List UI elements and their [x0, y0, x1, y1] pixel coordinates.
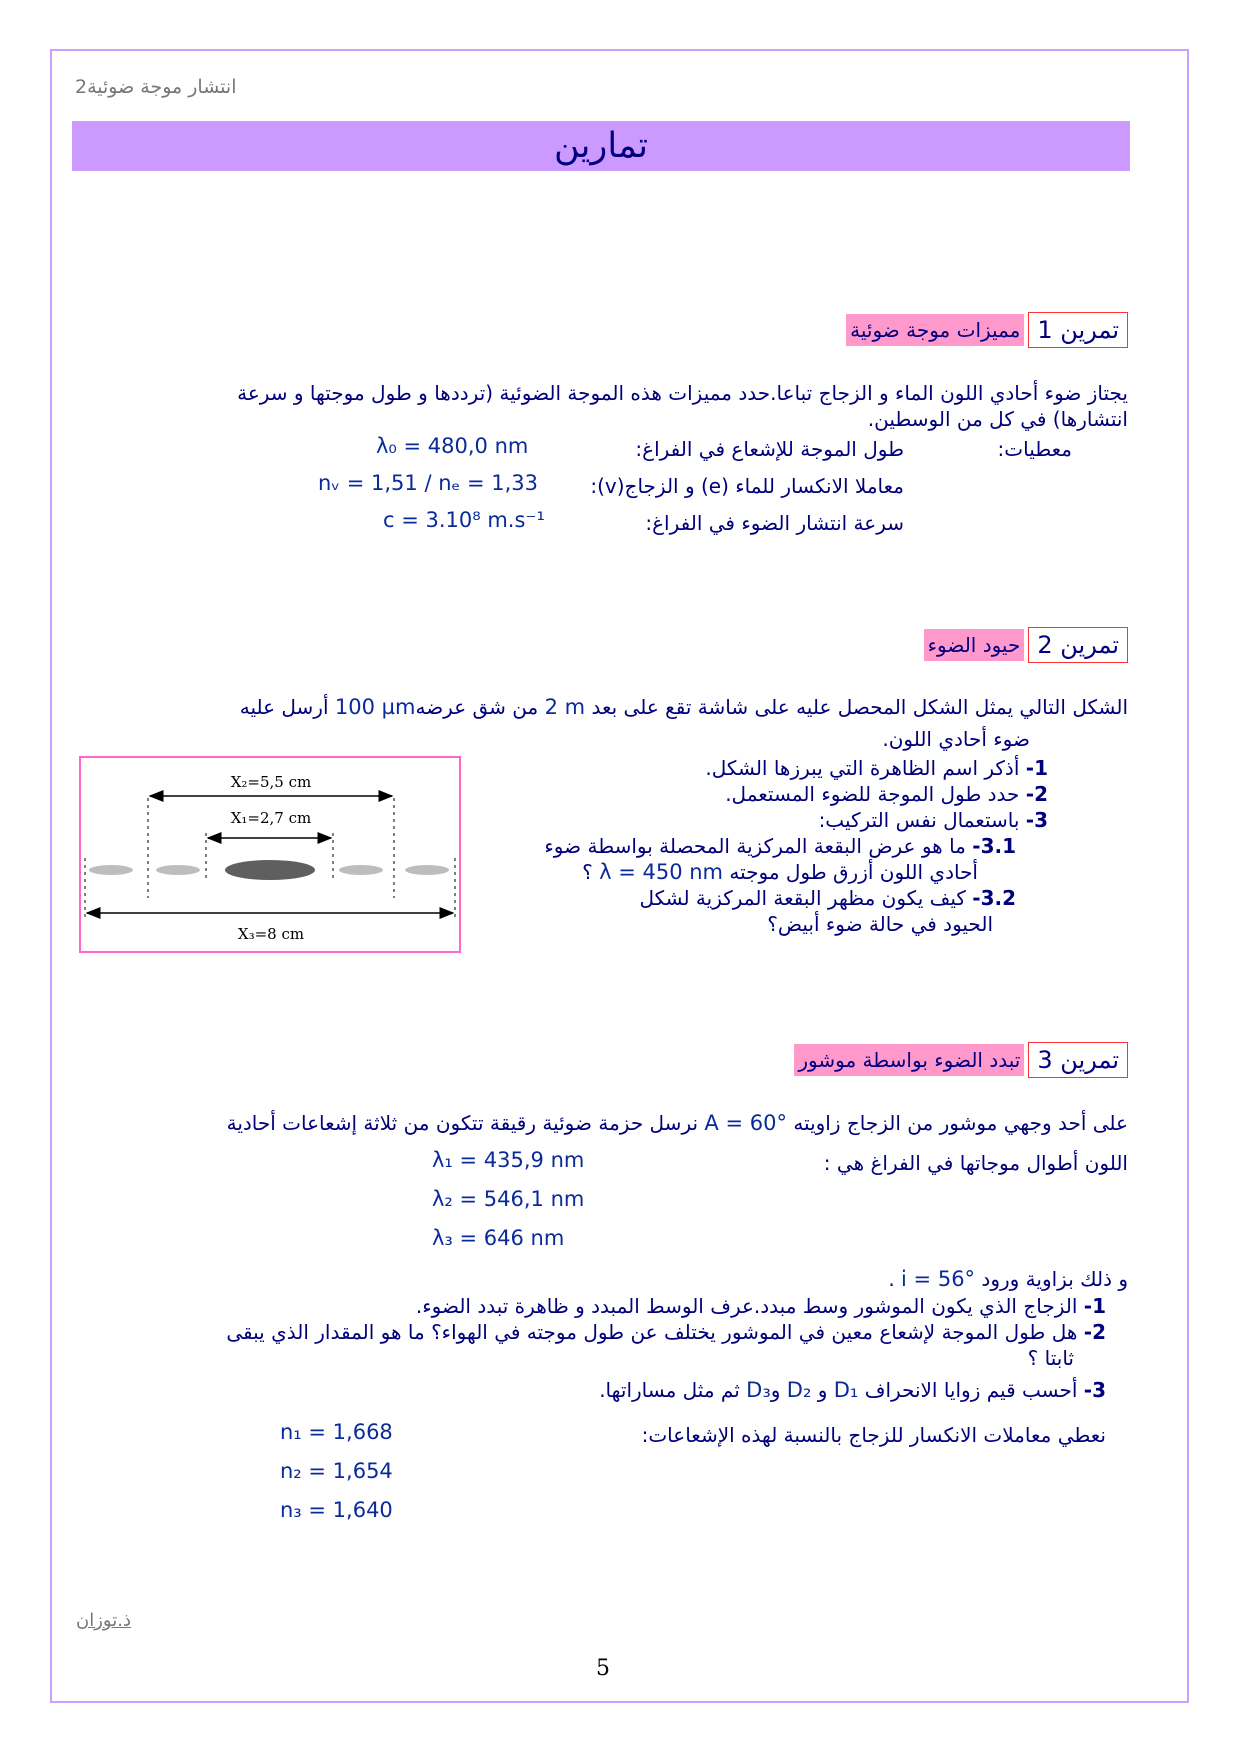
- lambda-2: λ₂ = 546,1 nm: [432, 1187, 585, 1211]
- slit-width: 100 µm: [334, 695, 416, 719]
- diffraction-pattern-svg: [81, 758, 459, 951]
- given-3-text: سرعة انتشار الضوء في الفراغ:: [645, 511, 904, 535]
- question-text: أحسب قيم زوايا الانحراف: [864, 1378, 1078, 1402]
- diffraction-figure: [79, 756, 461, 953]
- given-1-value: λ₀ = 480,0 nm: [376, 434, 529, 458]
- exercise-1-label: تمرين 1: [1028, 312, 1128, 348]
- conjunction: و: [770, 1378, 781, 1402]
- question-3-2: [488, 885, 1016, 911]
- x3-label: X₃=8 cm: [237, 925, 305, 943]
- deviation-d1: D₁: [833, 1378, 859, 1402]
- exercise-2-heading: [924, 627, 1128, 663]
- x1-label: X₁=2,7 cm: [230, 809, 312, 827]
- exercise-3-heading: [794, 1042, 1128, 1078]
- running-header: انتشار موجة ضوئية2: [75, 76, 237, 98]
- intro-text: من شق عرضه: [415, 695, 539, 719]
- question-2: [488, 781, 1048, 807]
- exercise-2-intro: [78, 694, 1128, 720]
- question-text: ما هو عرض البقعة المركزية المحصلة بواسطة ضوء: [544, 834, 966, 858]
- conjunction: و: [817, 1378, 828, 1402]
- lambda-3: λ₃ = 646 nm: [432, 1226, 565, 1250]
- question-text: الزجاج الذي يكون الموشور وسط مبدد.عرف الوسط المبدد و ظاهرة تبدد الضوء.: [415, 1294, 1078, 1318]
- exercise-1-topic: مميزات موجة ضوئية: [846, 314, 1024, 346]
- question-text: باستعمال نفس التركيب:: [818, 808, 1020, 832]
- question-text: أذكر اسم الظاهرة التي يبرزها الشكل.: [705, 756, 1020, 780]
- given-1-text: طول الموجة للإشعاع في الفراغ:: [635, 437, 904, 461]
- question-number: 1-: [1083, 1294, 1106, 1318]
- incidence-line: [888, 1266, 1128, 1292]
- question-number: 2-: [1025, 782, 1048, 806]
- exercise-1-statement: [118, 380, 1128, 432]
- question-1: [488, 755, 1048, 781]
- question-mark: ؟: [582, 860, 593, 884]
- secondary-spot-far-right: [405, 865, 449, 875]
- exercise-3-intro: [98, 1110, 1128, 1136]
- given-2-text: معاملا الانكسار للماء (e) و الزجاج(v):: [590, 474, 904, 498]
- exercise-3-questions: [86, 1293, 1106, 1403]
- question-text: هل طول الموجة لإشعاع معين في الموشور يختلف عن طول موجته في الهواء؟ ما هو المقدار الذي يبقى: [226, 1320, 1078, 1344]
- exercise-1-heading: [846, 312, 1128, 348]
- data-label: معطيات:: [997, 437, 1072, 461]
- intro-text: نرسل حزمة ضوئية رقيقة تتكون من ثلاثة إشعاعات أحادية: [226, 1111, 699, 1135]
- incidence-period: .: [888, 1267, 895, 1291]
- indices-intro: نعطي معاملات الانكسار للزجاج بالنسبة لهذه الإشعاعات:: [641, 1423, 1106, 1447]
- question-3-1: [488, 833, 1016, 859]
- exercise-2-label: تمرين 2: [1028, 627, 1128, 663]
- given-2-value: nᵥ = 1,51 / nₑ = 1,33: [318, 471, 538, 495]
- page-title: تمارين: [72, 121, 1130, 171]
- question-number: 3.1-: [972, 834, 1016, 858]
- question-text: حدد طول الموجة للضوء المستعمل.: [725, 782, 1020, 806]
- author-footer: ذ.توزان: [76, 1610, 131, 1631]
- exercise-2-questions: [488, 755, 1048, 937]
- question-text: أحادي اللون أزرق طول موجته: [729, 860, 978, 884]
- question-text: الحيود في حالة ضوء أبيض؟: [767, 912, 993, 936]
- question-3-1-cont: [488, 859, 978, 885]
- prism-angle: A = 60°: [704, 1111, 787, 1135]
- question-3: [86, 1377, 1106, 1403]
- intro-text: أرسل عليه: [239, 695, 329, 719]
- question-text: ثابتا ؟: [1027, 1346, 1074, 1370]
- deviation-d3: D₃: [746, 1378, 771, 1402]
- secondary-spot-far-left: [89, 865, 133, 875]
- secondary-spot-right: [339, 865, 383, 875]
- question-1: [86, 1293, 1106, 1319]
- intro-text: على أحد وجهي موشور من الزجاج زاويته: [793, 1111, 1128, 1135]
- x2-label: X₂=5,5 cm: [230, 773, 312, 791]
- wavelength-value: λ = 450 nm: [599, 860, 723, 884]
- question-number: 3-: [1025, 808, 1048, 832]
- screen-distance: 2 m: [544, 695, 586, 719]
- incidence-angle: i = 56°: [901, 1267, 976, 1291]
- exercise-2-intro-line2: ضوء أحادي اللون.: [882, 727, 1030, 751]
- question-number: 1-: [1025, 756, 1048, 780]
- question-2-cont: [86, 1345, 1074, 1371]
- secondary-spot-left: [156, 865, 200, 875]
- index-n2: n₂ = 1,654: [280, 1459, 393, 1483]
- statement-line: انتشارها) في كل من الوسطين.: [867, 407, 1128, 431]
- central-spot: [225, 860, 315, 880]
- question-number: 3-: [1083, 1378, 1106, 1402]
- intro-text: الشكل التالي يمثل الشكل المحصل عليه على شاشة تقع على بعد: [591, 695, 1128, 719]
- incidence-text: و ذلك بزاوية ورود: [981, 1267, 1128, 1291]
- question-text: كيف يكون مظهر البقعة المركزية لشكل: [639, 886, 966, 910]
- question-text: ثم مثل مساراتها.: [599, 1378, 740, 1402]
- index-n3: n₃ = 1,640: [280, 1498, 393, 1522]
- question-number: 2-: [1083, 1320, 1106, 1344]
- wavelengths-intro: اللون أطوال موجاتها في الفراغ هي :: [823, 1151, 1128, 1175]
- exercise-3-label: تمرين 3: [1028, 1042, 1128, 1078]
- statement-line: يجتاز ضوء أحادي اللون الماء و الزجاج تباعا.حدد مميزات هذه الموجة الضوئية (ترددها و طول موجتها و سرعة: [237, 381, 1128, 405]
- question-2: [86, 1319, 1106, 1345]
- deviation-d2: D₂: [786, 1378, 812, 1402]
- question-3: [488, 807, 1048, 833]
- index-n1: n₁ = 1,668: [280, 1420, 393, 1444]
- page-number: 5: [596, 1656, 610, 1681]
- exercise-2-topic: حيود الضوء: [924, 629, 1025, 661]
- lambda-1: λ₁ = 435,9 nm: [432, 1148, 585, 1172]
- exercise-3-topic: تبدد الضوء بواسطة موشور: [794, 1044, 1024, 1076]
- question-3-2-cont: [488, 911, 993, 937]
- given-3-value: c = 3.10⁸ m.s⁻¹: [383, 508, 545, 532]
- question-number: 3.2-: [972, 886, 1016, 910]
